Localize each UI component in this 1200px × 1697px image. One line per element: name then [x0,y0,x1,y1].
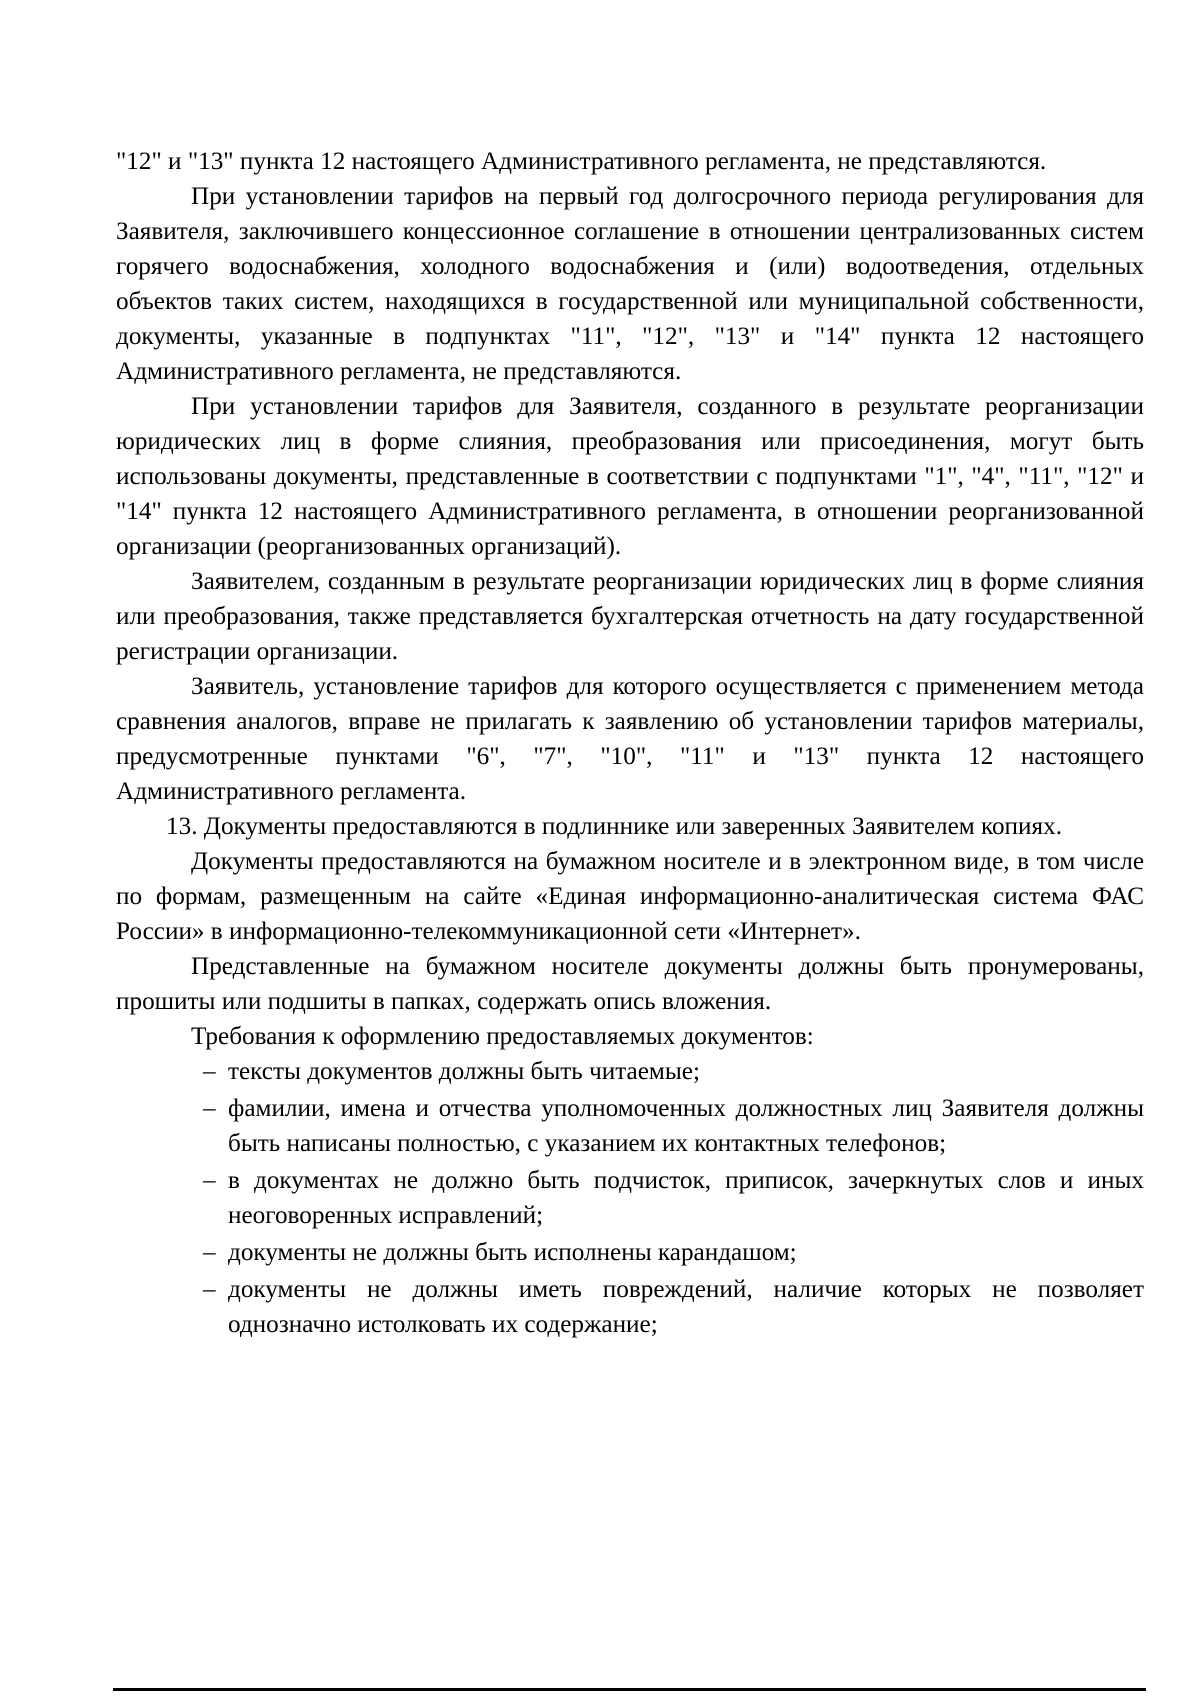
list-item [203,1272,1144,1342]
paragraph-requirements-heading: Требования к оформлению предоставляемых документов: [191,1023,814,1050]
list-item-text: в документах не должно быть подчисток, приписок, зачеркнутых слов и иных неоговоренных исправлений; [228,1167,1144,1229]
dash-marker: – [203,1276,216,1303]
list-item-text: документы не должны иметь повреждений, наличие которых не позволяет однозначно истолковать их содержание; [228,1276,1144,1338]
paragraph-paper-documents: Представленные на бумажном носителе документы должны быть пронумерованы, прошиты или подшиты в папках, содержать опись вложения. [116,953,1144,1015]
paragraph-accounting-report: Заявителем, созданным в результате реорганизации юридических лиц в форме слияния или преобразования, также представляется бухгалтерская отчетность на дату государственной регистрации организации. [116,568,1144,665]
paragraph-analog-method: Заявитель, установление тарифов для которого осуществляется с применением метода сравнения аналогов, вправе не прилагать к заявлению об установлении тарифов материалы, предусмотренные пунктами "6", "7", "10", "11" и "13" пункта 12 настоящего Административного регламента. [116,673,1144,805]
paragraph-item-13: 13. Документы предоставляются в подлиннике или заверенных Заявителем копиях. [166,813,1062,840]
list-item-text: документы не должны быть исполнены карандашом; [228,1239,797,1266]
dash-marker: – [203,1095,216,1122]
paragraph-continuation: "12" и "13" пункта 12 настоящего Административного регламента, не представляются. [116,148,1047,175]
list-item-text: тексты документов должны быть читаемые; [228,1058,700,1085]
footer-rule [113,1688,1146,1691]
list-item-text: фамилии, имена и отчества уполномоченных должностных лиц Заявителя должны быть написаны полностью, с указанием их контактных телефонов; [228,1095,1144,1157]
dash-marker: – [203,1239,216,1266]
list-item [203,1163,1144,1233]
list-item [203,1054,1144,1089]
paragraph-concession-tariffs: При установлении тарифов на первый год долгосрочного периода регулирования для Заявителя, заключившего концессионное соглашение в отношении централизованных систем горячего водоснабжения, холодного водоснабжения и (или) водоотведения, отдельных объектов таких систем, находящихся в государственной или муниципальной собственности, документы, указанные в подпунктах "11", "12", "13" и "14" пункта 12 настоящего Административного регламента, не представляются. [116,183,1144,385]
document-page [116,144,1144,1344]
requirements-list [116,1054,1144,1342]
paragraph-electronic-form: Документы предоставляются на бумажном носителе и в электронном виде, в том числе по формам, размещенным на сайте «Единая информационно-аналитическая система ФАС России» в информационно-телекоммуникационной сети «Интернет». [116,848,1144,945]
list-item [203,1091,1144,1161]
paragraph-reorganization-tariffs: При установлении тарифов для Заявителя, созданного в результате реорганизации юридических лиц в форме слияния, преобразования или присоединения, могут быть использованы документы, представленные в соответствии с подпунктами "1", "4", "11", "12" и "14" пункта 12 настоящего Административного регламента, в отношении реорганизованной организации (реорганизованных организаций). [116,393,1144,560]
dash-marker: – [203,1167,216,1194]
dash-marker: – [203,1058,216,1085]
list-item [203,1235,1144,1270]
